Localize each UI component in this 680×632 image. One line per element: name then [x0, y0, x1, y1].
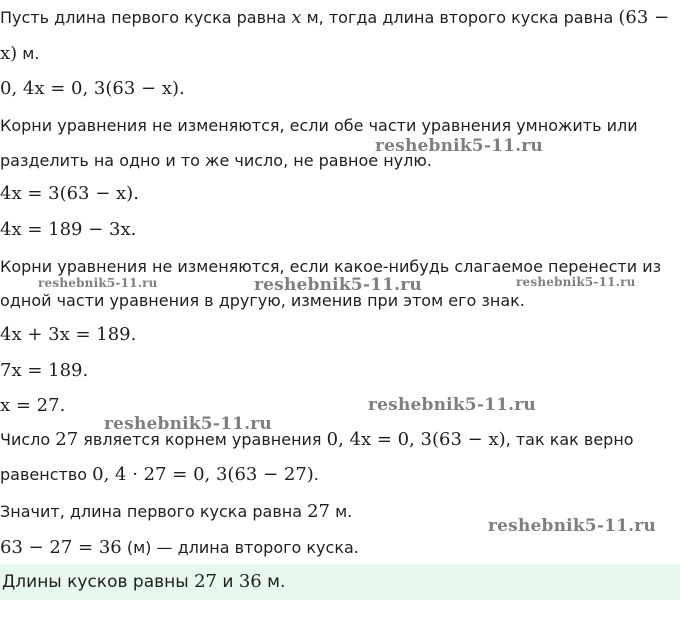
math-expression: (63 −: [618, 7, 670, 28]
watermark: reshebnik5-11.ru: [368, 395, 536, 415]
watermark: reshebnik5-11.ru: [375, 136, 543, 156]
equation-5: 7x = 189.: [0, 360, 89, 381]
text-fragment: равенство: [0, 465, 93, 484]
watermark: reshebnik5-11.ru: [516, 275, 636, 289]
text-fragment: (м) — длина второго куска.: [121, 538, 359, 557]
text-fragment: м, тогда длина второго куска равна: [301, 8, 619, 27]
watermark: reshebnik5-11.ru: [254, 275, 422, 295]
text-line-2: [0, 44, 39, 64]
watermark: reshebnik5-11.ru: [104, 414, 272, 434]
paragraph-line: [0, 465, 319, 485]
math-expression: 63 − 27 = 36: [0, 537, 122, 558]
paragraph-line: Корни уравнения не изменяются, если какое-нибудь слагаемое перенести из: [0, 257, 662, 276]
answer-text: [2, 572, 285, 592]
equation-1: 0, 4x = 0, 3(63 − x).: [0, 78, 185, 99]
math-number: 27: [55, 429, 79, 450]
math-number: 27: [194, 571, 217, 592]
paragraph-line: [0, 502, 352, 522]
math-number: 36: [238, 571, 262, 592]
equation-2: 4x = 3(63 − x).: [0, 183, 139, 204]
text-fragment: является корнем уравнения: [78, 430, 327, 449]
math-number: 27: [307, 501, 330, 522]
text-fragment: Число: [0, 430, 56, 449]
text-fragment: м.: [17, 44, 40, 63]
watermark: reshebnik5-11.ru: [38, 276, 158, 290]
text-line-1: [0, 8, 669, 28]
watermark: reshebnik5-11.ru: [488, 516, 656, 536]
text-fragment: Длины кусков равны: [2, 572, 195, 592]
paragraph-line: [0, 430, 634, 450]
math-expression: 0, 4 · 27 = 0, 3(63 − 27): [92, 464, 314, 485]
math-variable: x: [291, 7, 302, 28]
math-expression: 0, 4x = 0, 3(63 − x): [326, 429, 506, 450]
math-expression: x): [0, 43, 18, 64]
text-fragment: и: [216, 572, 239, 592]
paragraph-line: разделить на одно и то же число, не равное нулю.: [0, 151, 432, 170]
text-fragment: .: [313, 465, 319, 484]
equation-4: 4x + 3x = 189.: [0, 324, 137, 345]
equation-6: x = 27.: [0, 395, 66, 416]
text-fragment: Значит, длина первого куска равна: [0, 502, 308, 521]
text-fragment: , так как верно: [505, 430, 634, 449]
text-fragment: м.: [261, 572, 286, 592]
equation-3: 4x = 189 − 3x.: [0, 219, 137, 240]
paragraph-line: Корни уравнения не изменяются, если обе части уравнения умножить или: [0, 116, 638, 135]
text-fragment: м.: [330, 502, 353, 521]
text-fragment: Пусть длина первого куска равна: [0, 8, 292, 27]
paragraph-line: одной части уравнения в другую, изменив при этом его знак.: [0, 291, 525, 310]
paragraph-line: [0, 538, 359, 558]
